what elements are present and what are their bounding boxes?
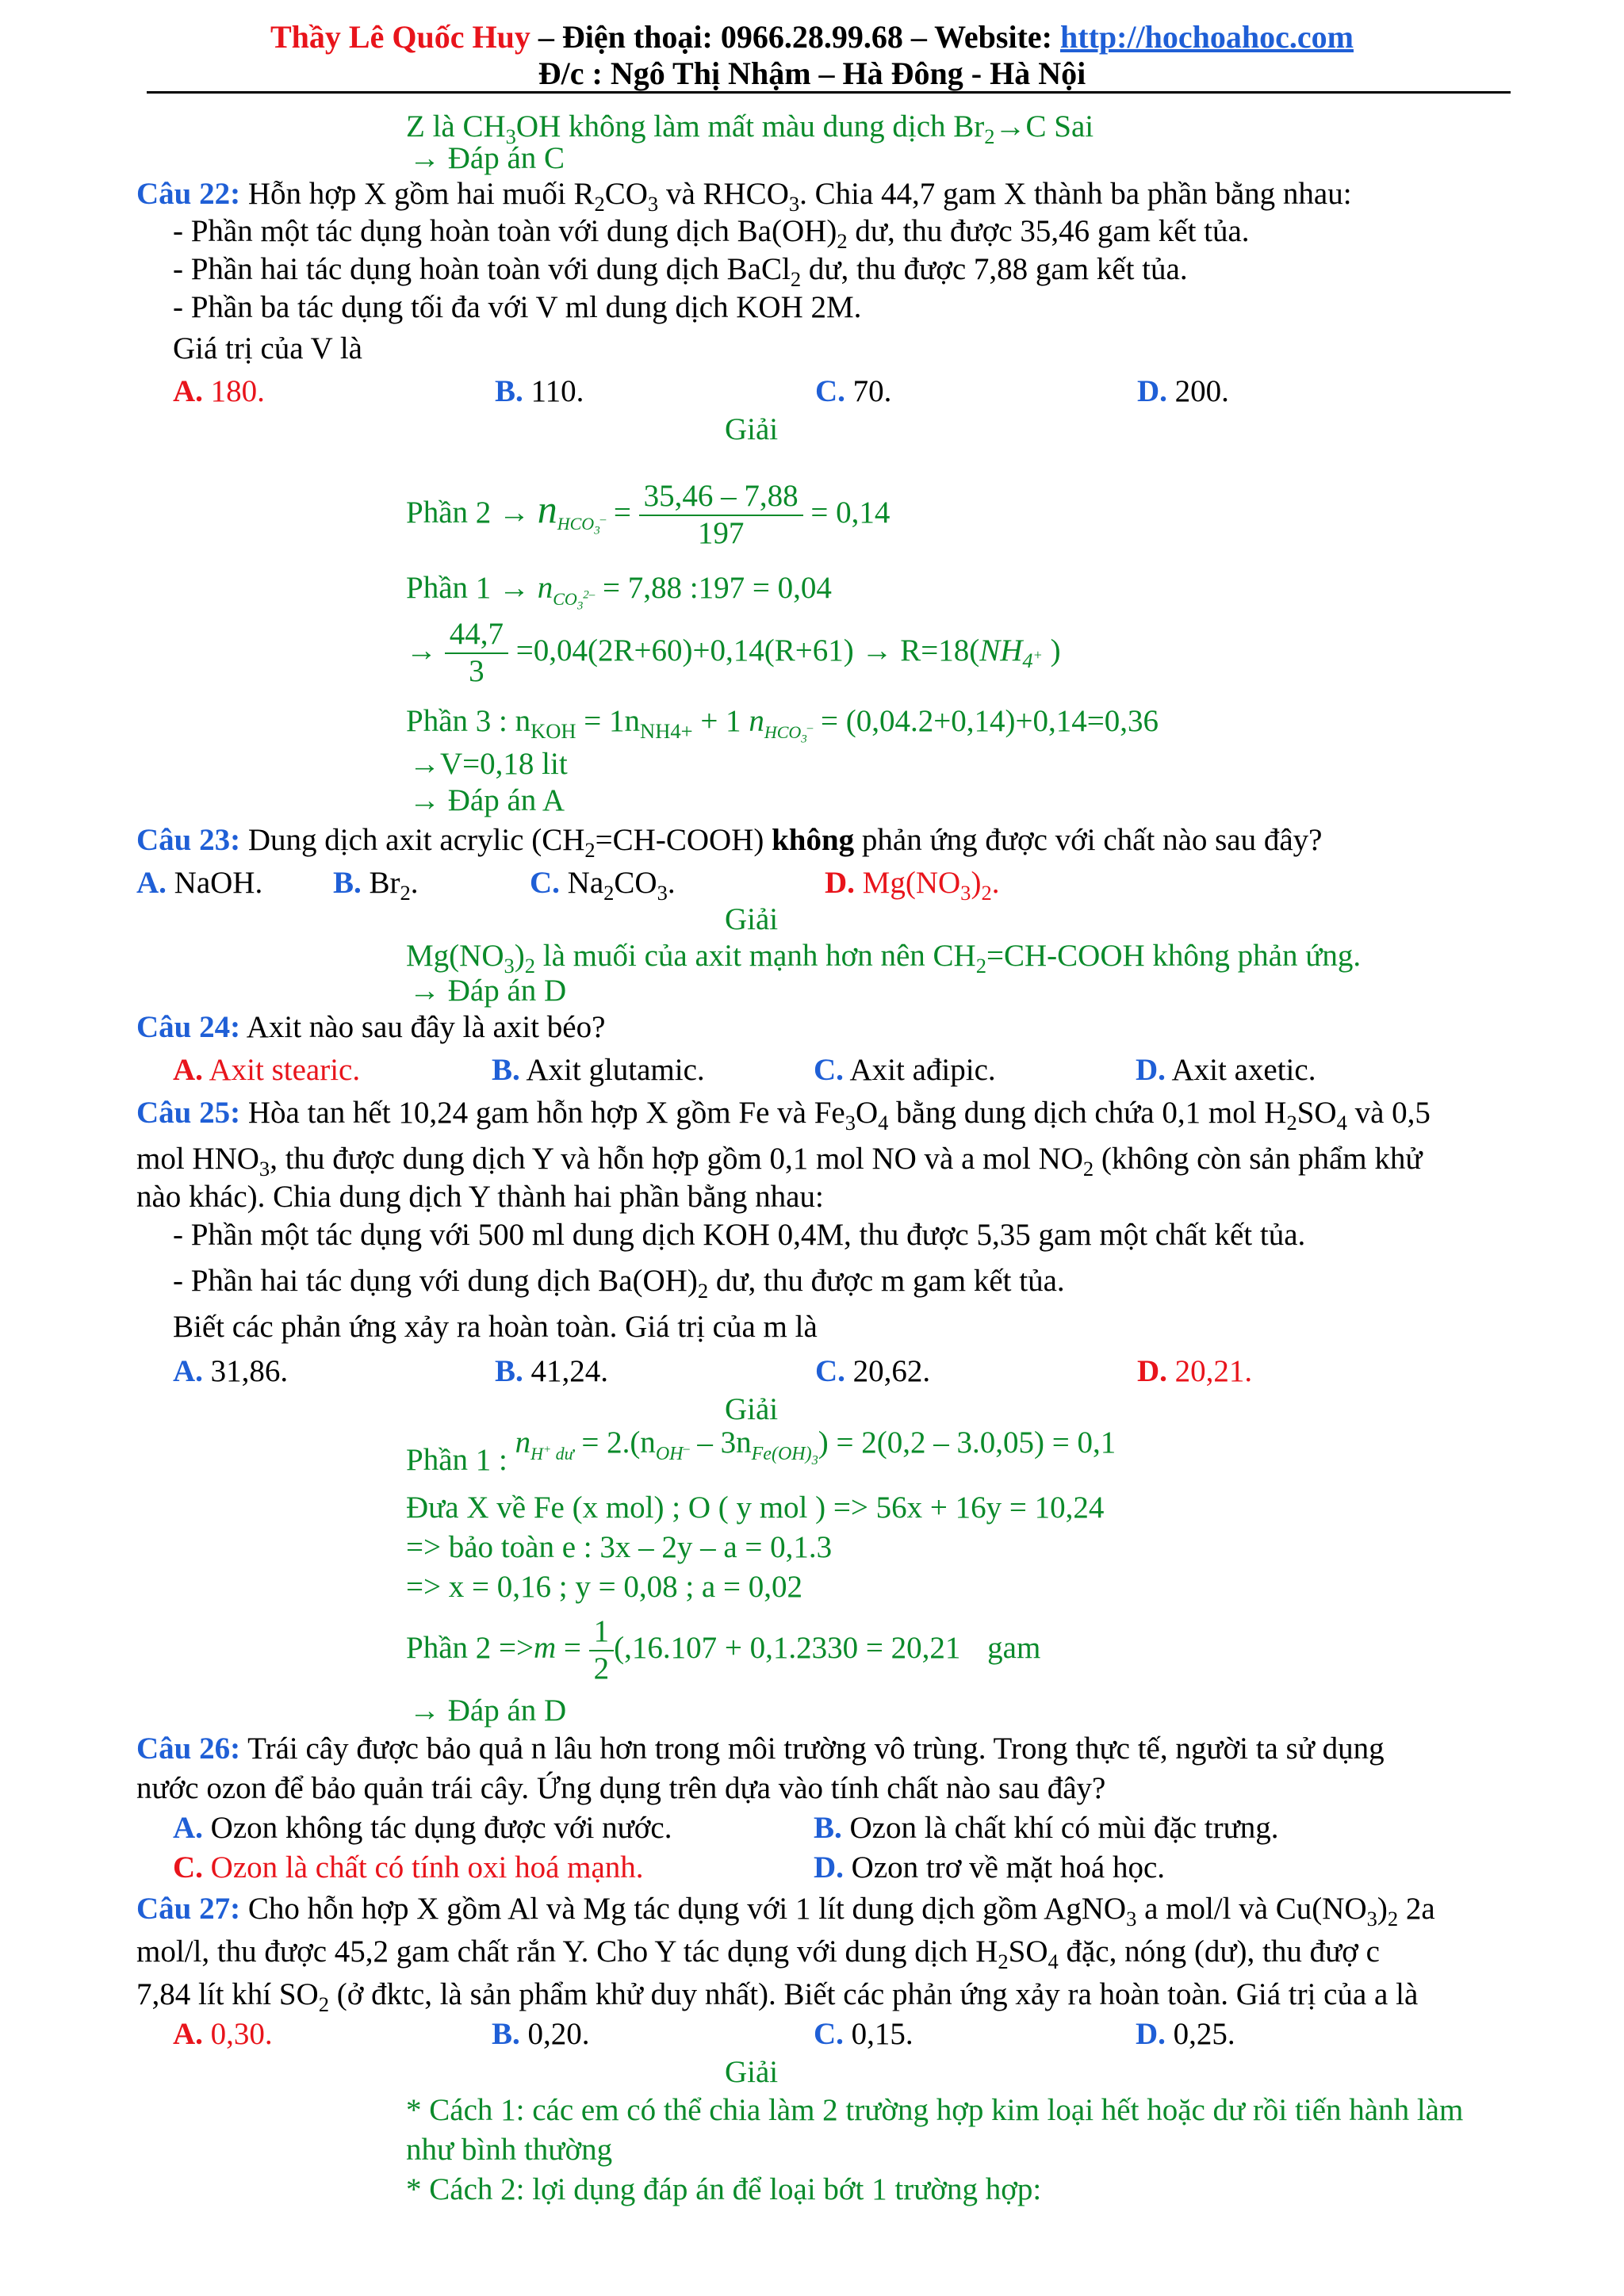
header-phone: 0966.28.99.68: [720, 19, 903, 55]
q24-label: Câu 24:: [136, 1010, 241, 1044]
q22-sol-phan2: Phần $2 \to n_{HCO_3^-}$ = $\frac{35,46 - 7,88}{197}$ = 0,14: [406, 479, 891, 550]
q24-option-b[interactable]: B. Axit glutamic.: [492, 1053, 705, 1087]
arrow-icon: →: [406, 633, 437, 668]
q25-question-line2: mol $HNO_3$, thu được dung dịch Y và hỗn hợp gồm 0,1 mol NO và a mol $NO_2$ (không còn sản phẩm khử: [136, 1142, 1423, 1181]
q22-answer: → Đáp án A: [409, 783, 565, 817]
q22-option-d[interactable]: D. 200.: [1137, 374, 1229, 408]
q25-option-b[interactable]: B. 41,24.: [495, 1354, 609, 1388]
q27-sol-line2: như bình thường: [406, 2133, 613, 2167]
q24-option-c[interactable]: C. Axit ađipic.: [814, 1053, 996, 1087]
q27-question-line2: mol/l, thu được 45,2 gam chất rắn Y. Cho Y tác dụng với dung dịch $H_2SO_4$ đặc, nóng (dư), thu đượ c: [136, 1934, 1380, 1973]
q27-label: Câu 27:: [136, 1892, 241, 1926]
header-address: Đ/c : Ngô Thị Nhậm – Hà Đông - Hà Nội: [538, 55, 1086, 91]
fraction: $\frac{35,46 - 7,88}{197}$: [639, 479, 803, 552]
q25-sol-phan1: Phần 1 : $n_{H^+ dư} = 2.(n_{OH^-} - 3n_{Fe(OH)_3}) = 2(0,2 - 3.0,05) = 0,1$: [406, 1425, 1116, 1477]
q22-sol-phan3: Phần 3 : $n_{KOH} = 1n_{NH4+} + 1$ $n_{HCO_3^-} = (0,04.2+0,14)+0,14=0,36$: [406, 704, 1159, 746]
q23-answer: → Đáp án D: [409, 974, 567, 1008]
arrow-icon: →: [409, 783, 440, 817]
q22-ask: Giá trị của V là: [173, 331, 362, 365]
header-divider: [147, 91, 1511, 94]
q27-option-c[interactable]: C. 0,15.: [814, 2017, 914, 2051]
q23-option-b[interactable]: B. $Br_2$.: [333, 866, 419, 905]
arrow-icon: →: [409, 1693, 440, 1728]
q23-option-c[interactable]: C. $Na_2CO_3$.: [530, 866, 676, 905]
arrow-icon: →: [409, 141, 440, 175]
q25-label: Câu 25:: [136, 1096, 241, 1130]
q26-option-b[interactable]: B. Ozon là chất khí có mùi đặc trưng.: [814, 1811, 1279, 1845]
arrow-icon: →: [499, 495, 530, 530]
q26-option-d[interactable]: D. Ozon trơ về mặt hoá học.: [814, 1850, 1166, 1885]
q24-option-d[interactable]: D. Axit axetic.: [1136, 1053, 1316, 1087]
q25-sol-line2: Đưa X về Fe (x mol) ; O ( y mol ) => 56x + 16y = 10,24: [406, 1490, 1105, 1525]
arrow-icon: →: [409, 747, 440, 781]
page-header: [0, 19, 1624, 55]
header-sep2: – Website:: [902, 19, 1060, 55]
q22-sol-v: →V=0,18 lit: [409, 747, 568, 781]
q27-sol-line3: * Cách 2: lợi dụng đáp án để loại bớt 1 trường hợp:: [406, 2172, 1042, 2206]
q26-option-a[interactable]: A. Ozon không tác dụng được với nước.: [173, 1811, 672, 1845]
q22-part3: - Phần ba tác dụng tối đa với V ml dung dịch KOH 2M.: [173, 290, 862, 324]
arrow-icon: →: [499, 571, 530, 605]
q25-option-d[interactable]: D. 20,21.: [1137, 1354, 1253, 1388]
q23-label: Câu 23:: [136, 823, 241, 857]
q25-part2: - Phần hai tác dụng với dung dịch $Ba(OH)_2$ dư, thu được m gam kết tủa.: [173, 1264, 1065, 1303]
q22-option-c[interactable]: C. 70.: [815, 374, 892, 408]
q25-question-line3: nào khác). Chia dung dịch Y thành hai phần bằng nhau:: [136, 1180, 824, 1214]
header-author: Thầy Lê Quốc Huy: [270, 19, 530, 55]
q27-option-a[interactable]: A. 0,30.: [173, 2017, 273, 2051]
q25-giai: Giải: [725, 1392, 779, 1426]
fraction: $\frac{44,7}{3}$: [445, 617, 508, 690]
q25-option-c[interactable]: C. 20,62.: [815, 1354, 931, 1388]
q25-question-line1: Câu 25: Hòa tan hết 10,24 gam hỗn hợp X gồm Fe và $Fe_3O_4$ bằng dung dịch chứa 0,1 mol $H_2SO_4$ và 0,5: [136, 1096, 1431, 1135]
q21-answer: → Đáp án C: [409, 141, 565, 175]
q26-question-line1: Câu 26: Trái cây được bảo quả n lâu hơn trong môi trường vô trùng. Trong thực tế, người ta sử dụng: [136, 1732, 1385, 1766]
header-website-link[interactable]: http://hochoahoc.com: [1060, 19, 1354, 55]
q27-question-line1: Câu 27: Cho hỗn hợp X gồm Al và Mg tác dụng với 1 lít dung dịch gồm AgNO$_3$ a mol/l và $Cu(NO_3)_2$ 2a: [136, 1892, 1435, 1931]
q22-label: Câu 22:: [136, 177, 241, 211]
q23-option-a[interactable]: A. NaOH.: [136, 866, 263, 900]
q26-label: Câu 26:: [136, 1732, 241, 1766]
q25-option-a[interactable]: A. 31,86.: [173, 1354, 289, 1388]
q25-answer: → Đáp án D: [409, 1693, 567, 1728]
q22-giai: Giải: [725, 412, 779, 446]
q22-part2: - Phần hai tác dụng hoàn toàn với dung dịch BaCl$_2$ dư, thu được 7,88 gam kết tủa.: [173, 252, 1188, 291]
q22-option-a[interactable]: A. 180.: [173, 374, 265, 408]
q23-option-d[interactable]: D. $Mg(NO_3)_2$.: [825, 866, 1000, 905]
q26-option-c[interactable]: C. Ozon là chất có tính oxi hoá mạnh.: [173, 1850, 644, 1885]
q25-part1: - Phần một tác dụng với 500 ml dung dịch KOH 0,4M, thu được 5,35 gam một chất kết tủa.: [173, 1218, 1306, 1252]
q21-solution-line: Z là $CH_3OH$ không làm mất màu dung dịch $Br_2\to C$ Sai: [406, 109, 1094, 148]
q26-question-line2: nước ozon để bảo quản trái cây. Ứng dụng trên dựa vào tính chất nào sau đây?: [136, 1771, 1106, 1805]
q23-solution: $Mg(NO_3)_2$ là muối của axit mạnh hơn nên $CH_2=CH$-COOH không phản ứng.: [406, 939, 1362, 978]
fraction: $\frac{1}{2}$: [589, 1614, 615, 1687]
q27-option-b[interactable]: B. 0,20.: [492, 2017, 590, 2051]
q27-option-d[interactable]: D. 0,25.: [1136, 2017, 1235, 2051]
arrow-icon: →: [409, 974, 440, 1008]
q22-sol-phan1: Phần $1 \to n_{CO_3^{2-}} = 7,88$ :197 = 0,04: [406, 571, 832, 613]
q25-sol-phan2: Phần 2 =>m = $\frac{1}{2}$ (,16.107 + 0,1.2330 = 20,21 gam: [406, 1614, 1041, 1686]
arrow-icon: →: [994, 109, 1026, 144]
q25-ask: Biết các phản ứng xảy ra hoàn toàn. Giá trị của m là: [173, 1310, 818, 1344]
q27-giai: Giải: [725, 2055, 779, 2089]
q22-sol-eq: → $\frac{44,7}{3}$ $=0,04(2R+60)+0,14(R+61) \to R=18(NH_{4^+}$ ): [406, 617, 1061, 688]
header-sep1: – Điện thoại:: [530, 19, 721, 55]
q22-part1: - Phần một tác dụng hoàn toàn với dung dịch $Ba(OH)_2$ dư, thu được 35,46 gam kết tủa.: [173, 214, 1250, 253]
q24-question: Câu 24: Axit nào sau đây là axit béo?: [136, 1010, 606, 1044]
q25-sol-line3: => bảo toàn e : 3x – 2y – a = 0,1.3: [406, 1530, 833, 1564]
q24-option-a[interactable]: A. Axit stearic.: [173, 1053, 361, 1087]
q25-sol-line4: => x = 0,16 ; y = 0,08 ; a = 0,02: [406, 1570, 802, 1604]
q23-giai: Giải: [725, 902, 779, 936]
q22-option-b[interactable]: B. 110.: [495, 374, 584, 408]
q22-question: Câu 22: Hỗn hợp X gồm hai muối $R_2CO_3$ và $RHCO_3$. Chia 44,7 gam X thành ba phần bằng nhau:: [136, 177, 1352, 216]
q27-sol-line1: * Cách 1: các em có thể chia làm 2 trường hợp kim loại hết hoặc dư rồi tiến hành làm: [406, 2093, 1464, 2127]
q23-question: Câu 23: Dung dịch axit acrylic $(CH_2=CH-COOH)$ không phản ứng được với chất nào sau đây?: [136, 823, 1323, 862]
q27-question-line3: 7,84 lít khí $SO_2$ (ở đktc, là sản phẩm khử duy nhất). Biết các phản ứng xảy ra hoàn toàn. Giá trị của a là: [136, 1977, 1419, 2016]
arrow-icon: →: [861, 633, 893, 668]
